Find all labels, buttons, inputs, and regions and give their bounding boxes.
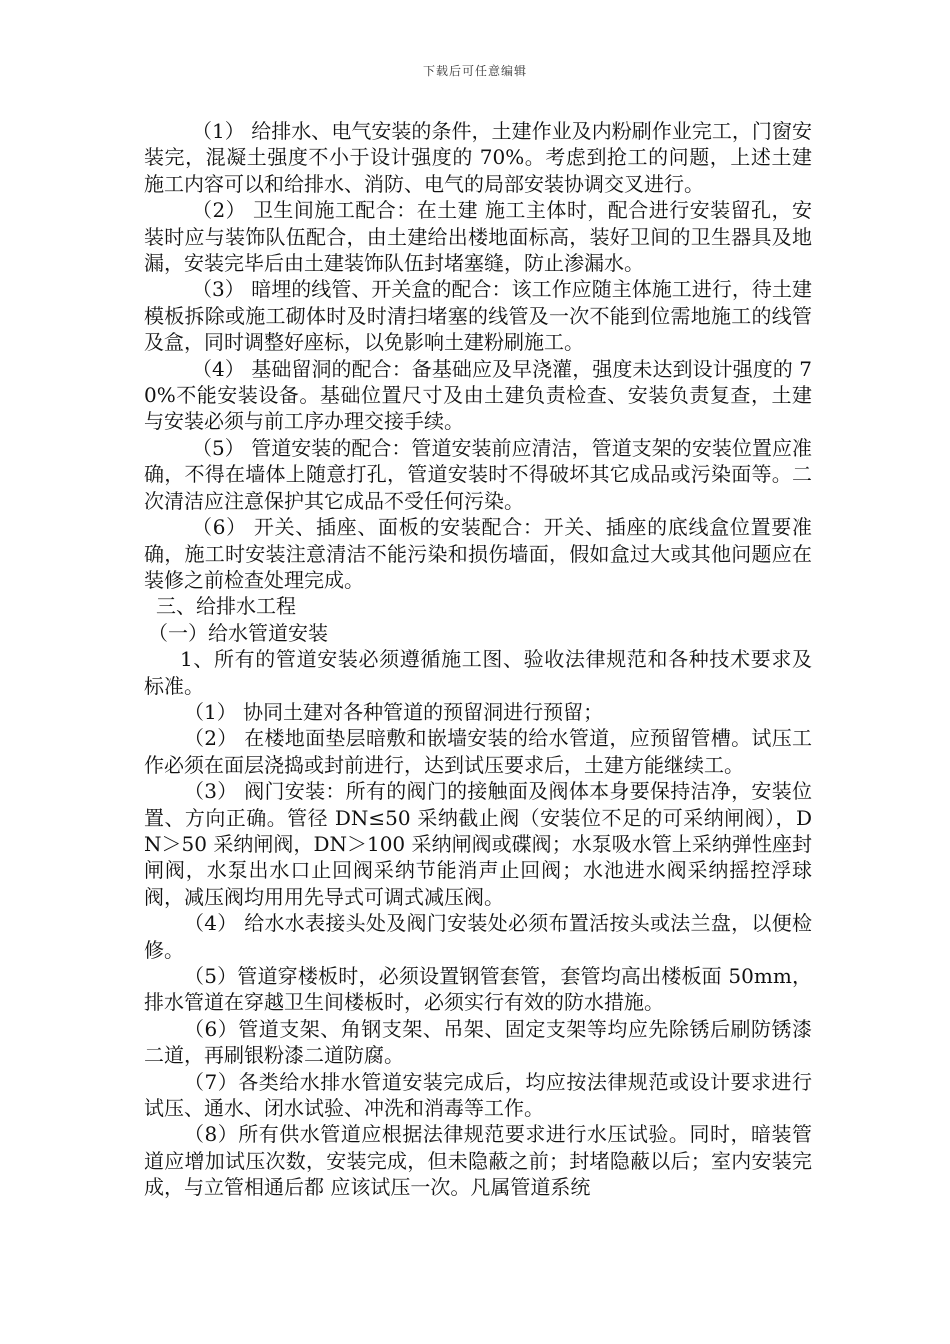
paragraph-pipe-item-4: （4） 给水水表接头处及阀门安装处必须布置活按头或法兰盘，以便检修。 [144,911,812,962]
paragraph-coordination-2: （2） 卫生间施工配合：在土建 施工主体时，配合进行安装留孔，安装时应与装饰队伍配合，由土建给出楼地面标高，装好卫间的卫生器具及地漏，安装完毕后由土建装饰队伍封堵塞缝，防止渗漏水。 [144,198,812,276]
paragraph-coordination-3: （3） 暗埋的线管、开关盒的配合：该工作应随主体施工进行，待土建模板拆除或施工砌体时及时清扫堵塞的线管及一次不能到位需地施工的线管及盒，同时调整好座标，以免影响土建粉刷施工。 [144,277,812,355]
page-header-note: 下载后可任意编辑 [422,64,527,78]
paragraph-coordination-5: （5） 管道安装的配合：管道安装前应清洁，管道支架的安装位置应准确，不得在墙体上随意打孔，管道安装时不得破坏其它成品或污染面等。二次清洁应注意保护其它成品不受任何污染。 [144,435,812,513]
paragraph-pipe-item-8: （8）所有供水管道应根据法律规范要求进行水压试验。同时，暗装管道应增加试压次数，安装完成，但未隐蔽之前；封堵隐蔽以后；室内安装完成，与立管相通后都 应该试压一次。凡属管道系统 [144,1122,812,1200]
paragraph-coordination-1: （1） 给排水、电气安装的条件，土建作业及内粉刷作业完工，门窗安装完，混凝土强度不小于设计强度的 70%。考虑到抢工的问题，上述土建 施工内容可以和给排水、消防、电气的局部安装协调交叉进行。 [144,119,812,196]
paragraph-pipe-item-2: （2） 在楼地面垫层暗敷和嵌墙安装的给水管道，应预留管槽。试压工作必须在面层浇捣或封前进行，达到试压要求后，土建方能继续工。 [144,726,812,777]
document-body [144,118,812,1201]
subsection-heading-water-pipe-install: （一）给水管道安装 [148,620,328,645]
paragraph-pipe-item-1: （1） 协同土建对各种管道的预留洞进行预留； [184,699,604,724]
paragraph-pipe-item-6: （6）管道支架、角钢支架、吊架、固定支架等均应先除锈后刷防锈漆二道，再刷银粉漆二道防腐。 [144,1016,812,1068]
paragraph-pipe-item-7: （7）各类给水排水管道安装完成后，均应按法律规范或设计要求进行试压、通水、闭水试验、冲洗和消毒等工作。 [144,1069,812,1121]
paragraph-requirement-1: 1、所有的管道安装必须遵循施工图、验收法律规范和各种技术要求及标准。 [144,647,812,698]
section-heading-water-supply-drainage: 三、给排水工程 [156,594,296,619]
paragraph-coordination-4: （4） 基础留洞的配合：备基础应及早浇灌，强度未达到设计强度的 70%不能安装设备。基础位置尺寸及由土建负责检查、安装负责复查，土建与安装必须与前工序办理交接手续。 [144,356,812,434]
paragraph-pipe-item-3: （3） 阀门安装：所有的阀门的接触面及阀体本身要保持洁净，安装位置、方向正确。管径 DN≤50 采纳截止阀（安装位不足的可采纳闸阀），DN＞50 采纳闸阀，DN＞100 采纳闸阀或碟阀；水泵吸水管上采纳弹性座封闸阀，水泵出水口止回阀采纳节能消声止回阀；水池进水阀采纳摇控浮球阀，减压阀均用用先导式可调式减压阀。 [144,779,812,909]
paragraph-pipe-item-5: （5）管道穿楼板时，必须设置钢管套管，套管均高出楼板面 50mm，排水管道在穿越卫生间楼板时，必须实行有效的防水措施。 [144,964,812,1015]
paragraph-coordination-6: （6） 开关、插座、面板的安装配合：开关、插座的底线盒位置要准确，施工时安装注意清洁不能污染和损伤墙面，假如盒过大或其他问题应在装修之前检查处理完成。 [144,515,812,592]
